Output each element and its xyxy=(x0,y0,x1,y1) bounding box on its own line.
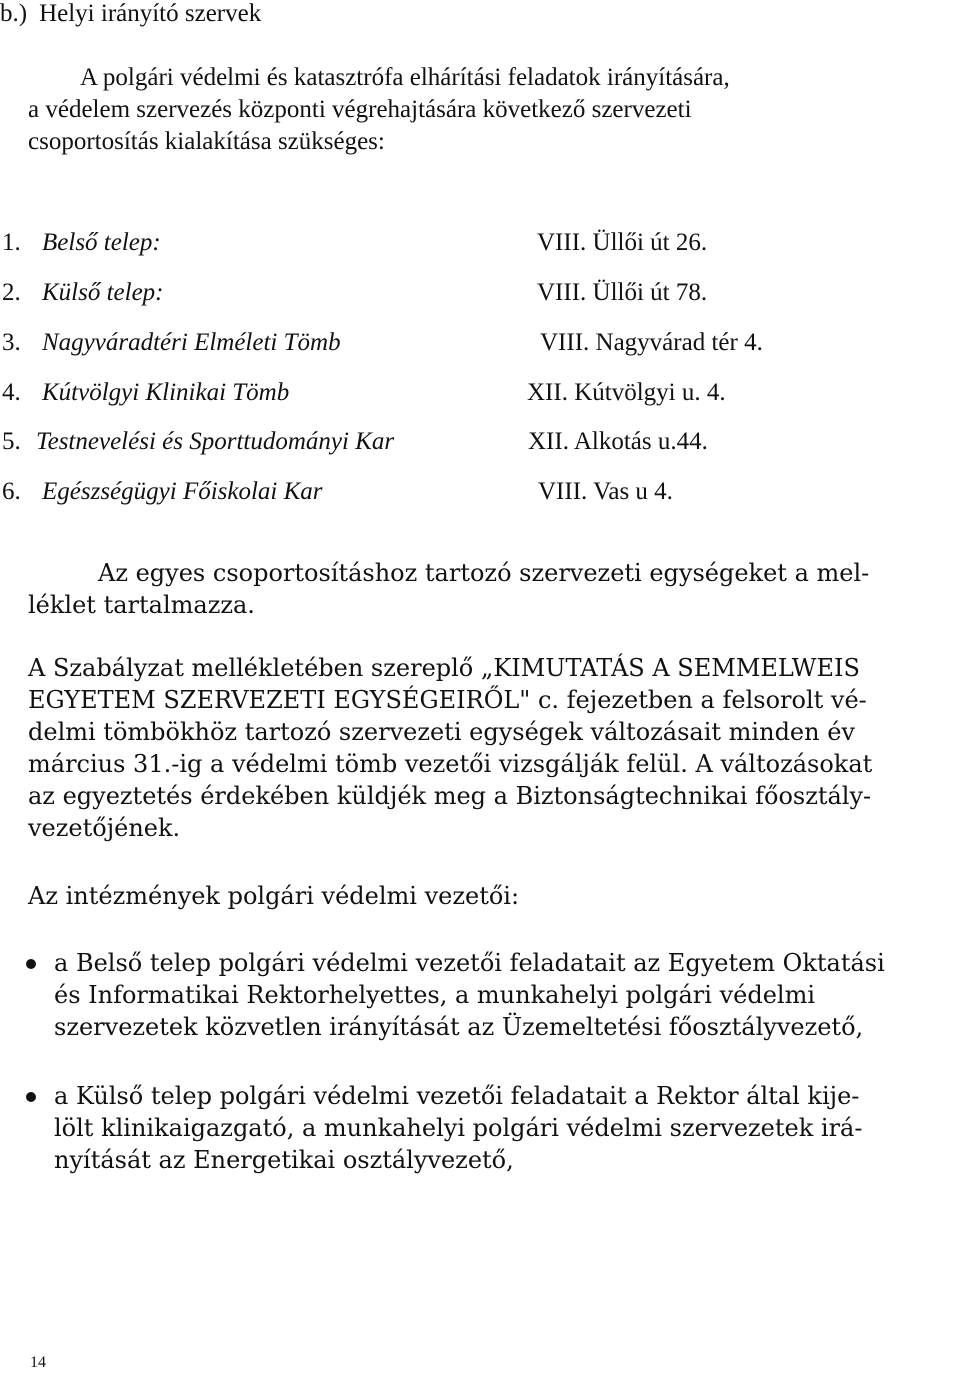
list-item-line: és Informatikai Rektorhelyettes, a munkahelyi polgári védelmi xyxy=(54,981,816,1009)
site-address: XII. Kútvölgyi u. 4. xyxy=(527,379,726,406)
site-address: VIII. Üllői út 26. xyxy=(537,229,708,256)
site-name: Külső telep: xyxy=(42,279,164,306)
section-number: b.) xyxy=(0,0,28,27)
intro-paragraph xyxy=(28,62,948,158)
bullet-icon xyxy=(26,959,36,969)
list-item-line: szervezetek közvetlen irányítását az Üzemeltetési főosztályvezető, xyxy=(54,1013,864,1041)
site-name: Egészségügyi Főiskolai Kar xyxy=(42,478,323,505)
list-item-line: a Külső telep polgári védelmi vezetői feladatait a Rektor által kije- xyxy=(54,1082,860,1110)
leaders-intro: Az intézmények polgári védelmi vezetői: xyxy=(28,882,520,910)
intro-line: csoportosítás kialakítása szükséges: xyxy=(28,128,385,155)
site-address: XII. Alkotás u.44. xyxy=(528,428,708,455)
site-number: 4. xyxy=(2,379,21,406)
site-number: 1. xyxy=(2,229,21,256)
list-item-line: lölt klinikaigazgató, a munkahelyi polgári védelmi szervezetek irá- xyxy=(54,1114,863,1142)
site-number: 2. xyxy=(2,279,21,306)
paragraph-line: vezetőjének. xyxy=(28,814,181,842)
regulation-paragraph xyxy=(28,652,933,844)
paragraph-line: EGYETEM SZERVEZETI EGYSÉGEIRŐL" c. fejezetben a felsorolt vé- xyxy=(28,686,867,714)
intro-line: a védelem szervezés központi végrehajtására következő szervezeti xyxy=(28,96,692,123)
list-item-line: a Belső telep polgári védelmi vezetői feladatait az Egyetem Oktatási xyxy=(54,949,885,977)
paragraph-line: március 31.-ig a védelmi tömb vezetői vizsgálják felül. A változásokat xyxy=(28,750,873,778)
site-number: 6. xyxy=(2,478,21,505)
paragraph-line: delmi tömbökhöz tartozó szervezeti egységek változásait minden év xyxy=(28,718,855,746)
annex-paragraph xyxy=(28,557,928,621)
site-number: 5. xyxy=(2,428,21,455)
site-name: Kútvölgyi Klinikai Tömb xyxy=(42,379,290,406)
site-row-4 xyxy=(0,376,940,410)
site-address: VIII. Üllői út 78. xyxy=(537,279,708,306)
section-title: Helyi irányító szervek xyxy=(39,0,262,27)
list-item-text xyxy=(54,947,954,1043)
list-item-line: nyítását az Energetikai osztályvezető, xyxy=(54,1146,514,1174)
site-name: Nagyváradtéri Elméleti Tömb xyxy=(42,329,341,356)
site-address: VIII. Vas u 4. xyxy=(538,478,673,505)
paragraph-line: léklet tartalmazza. xyxy=(28,591,255,619)
site-address: VIII. Nagyvárad tér 4. xyxy=(540,329,763,356)
site-number: 3. xyxy=(2,329,21,356)
site-row-3 xyxy=(0,326,940,360)
bullet-icon xyxy=(26,1092,36,1102)
site-row-1 xyxy=(0,226,940,260)
section-heading xyxy=(0,0,261,28)
site-name: Belső telep: xyxy=(42,229,161,256)
site-row-6 xyxy=(0,475,940,509)
paragraph-line: Az egyes csoportosításhoz tartozó szervezeti egységeket a mel- xyxy=(98,559,870,587)
site-row-2 xyxy=(0,276,940,310)
intro-line: A polgári védelmi és katasztrófa elhárítási feladatok irányítására, xyxy=(80,64,730,91)
site-name: Testnevelési és Sporttudományi Kar xyxy=(36,428,395,455)
list-item-text xyxy=(54,1080,954,1176)
paragraph-line: az egyeztetés érdekében küldjék meg a Biztonságtechnikai főosztály- xyxy=(28,782,872,810)
site-row-5 xyxy=(0,425,940,459)
page-number: 14 xyxy=(30,1354,46,1371)
paragraph-line: A Szabályzat mellékletében szereplő „KIMUTATÁS A SEMMELWEIS xyxy=(28,654,860,682)
